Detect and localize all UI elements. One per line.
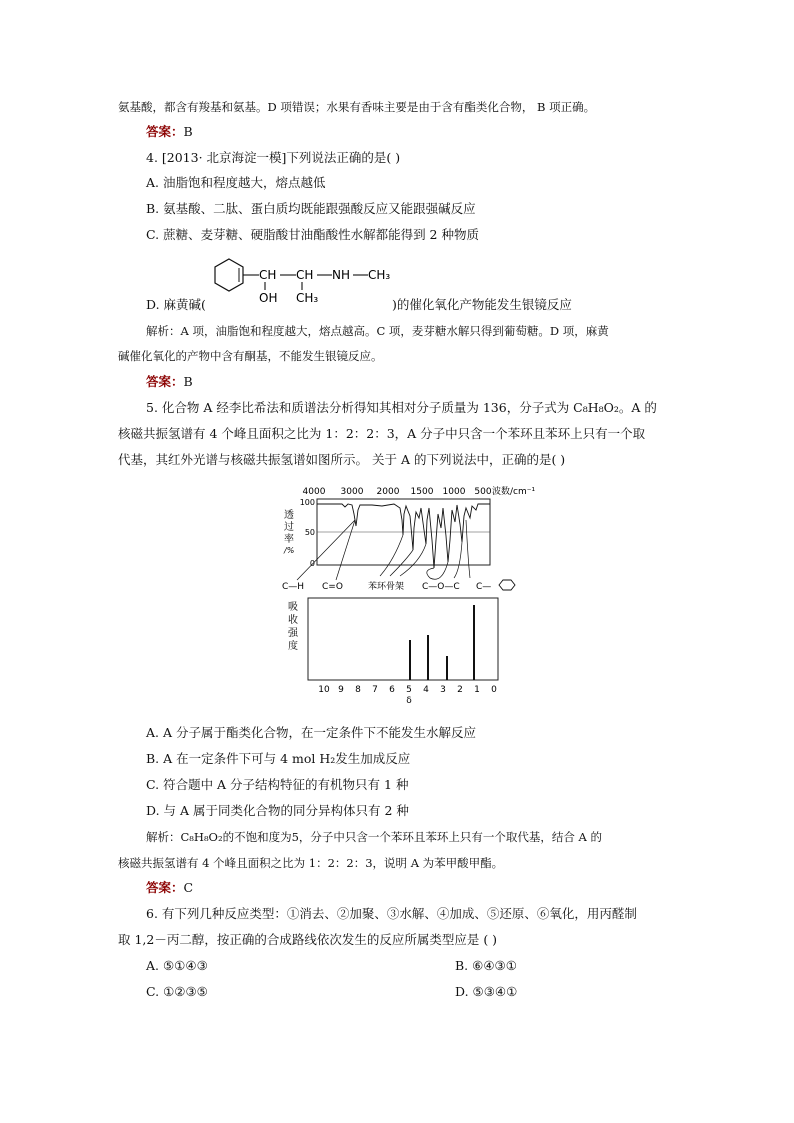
nmr-y-label: 度 — [288, 641, 298, 652]
answer-label: 答案： — [146, 880, 184, 895]
ir-y-label: 率 — [284, 534, 294, 545]
explanation-q4-line2: 碱催化氧化的产物中含有酮基，不能发生银镜反应。 — [118, 349, 383, 363]
ir-y-tick: 0 — [309, 559, 315, 568]
question-4-option-b: B. 氨基酸、二肽、蛋白质均既能跟强酸反应又能跟强碱反应 — [146, 201, 476, 216]
ir-bond-label-co: C=O — [322, 582, 343, 592]
nmr-x-tick: 9 — [338, 685, 344, 695]
nmr-x-tick: 10 — [318, 685, 330, 695]
explanation-q4-line1: 解析：A 项，油脂饱和程度越大，熔点越高。C 项，麦芽糖水解只得到葡萄糖。D 项，麻黄 — [146, 324, 609, 338]
explanation-q3-tail: 氨基酸，都含有羧基和氨基。D 项错误；水果有香味主要是由于含有酯类化合物， B 项正确。 — [118, 100, 596, 114]
question-5-option-a: A. A 分子属于酯类化合物，在一定条件下不能发生水解反应 — [146, 725, 476, 740]
nmr-x-tick: 0 — [491, 685, 497, 695]
nmr-x-label: δ — [406, 696, 412, 705]
answer-label: 答案： — [146, 374, 184, 389]
struct-ch3-sub: CH₃ — [296, 291, 319, 305]
question-5-option-d: D. 与 A 属于同类化合物的同分异构体只有 2 种 — [146, 803, 409, 818]
nmr-peak — [473, 605, 475, 680]
ir-y-tick: 50 — [304, 528, 315, 537]
ir-y-label: 过 — [284, 522, 294, 533]
question-5-option-b: B. A 在一定条件下可与 4 mol H₂发生加成反应 — [146, 751, 411, 766]
nmr-x-tick: 5 — [406, 685, 412, 695]
explanation-q5-line1: 解析：C₈H₈O₂的不饱和度为5，分子中只含一个苯环且苯环上只有一个取代基，结合 A 的 — [146, 830, 603, 844]
ir-top-tick: 500 — [474, 487, 492, 497]
struct-ch2: CH — [296, 268, 314, 282]
question-5-stem-line1: 5. 化合物 A 经李比希法和质谱法分析得知其相对分子质量为 136，分子式为 C₈H₈O₂。A 的 — [146, 400, 657, 415]
question-5-stem-line2: 核磁共振氢谱有 4 个峰且面积之比为 1：2：2：3，A 分子中只含一个苯环且苯环上只有一个取 — [118, 426, 646, 441]
question-6-option-b: B. ⑥④③① — [455, 958, 517, 973]
ir-y-label: 透 — [284, 510, 294, 521]
explanation-q5-line2: 核磁共振氢谱有 4 个峰且面积之比为 1：2：2：3，说明 A 为苯甲酸甲酯。 — [118, 856, 504, 870]
question-4-option-a: A. 油脂饱和程度越大，熔点越低 — [146, 175, 326, 190]
ir-bond-label-ch: C—H — [282, 582, 305, 592]
question-6-stem-line1: 6. 有下列几种反应类型：①消去、②加聚、③水解、④加成、⑤还原、⑥氧化，用丙醛制 — [146, 906, 637, 921]
nmr-y-label: 收 — [288, 615, 298, 626]
answer-label: 答案： — [146, 124, 184, 139]
question-4-stem: 4. [2013· 北京海淀一模]下列说法正确的是( ) — [146, 150, 401, 165]
nmr-peak — [427, 635, 429, 680]
ir-top-tick: 1500 — [410, 487, 434, 497]
struct-ch3: CH₃ — [368, 268, 391, 282]
nmr-x-tick: 8 — [355, 685, 361, 695]
ir-y-label: /% — [284, 546, 295, 555]
question-4-option-d-suffix: )的催化氧化产物能发生银镜反应 — [392, 297, 572, 312]
nmr-y-label: 强 — [288, 628, 298, 639]
nmr-spectrum — [288, 598, 498, 705]
ir-bond-label-c-ring: C— — [476, 582, 492, 592]
nmr-y-label: 吸 — [288, 602, 298, 613]
ir-bond-label-coc: C—O—C — [422, 582, 460, 592]
question-6-option-a: A. ⑤①④③ — [146, 958, 208, 973]
answer-value: C — [183, 880, 194, 895]
nmr-peak — [409, 640, 411, 680]
ir-bond-label-ring: 苯环骨架 — [368, 582, 405, 592]
nmr-x-tick: 4 — [423, 685, 429, 695]
nmr-plot-frame — [308, 598, 498, 680]
struct-nh: NH — [332, 268, 350, 282]
answer-q3 — [146, 124, 193, 140]
ir-top-tick: 4000 — [302, 487, 326, 497]
answer-q5 — [146, 880, 193, 896]
nmr-x-tick: 1 — [474, 685, 480, 695]
nmr-x-tick: 7 — [372, 685, 378, 695]
question-4-option-d-prefix: D. 麻黄碱( — [146, 297, 206, 312]
question-6-option-c: C. ①②③⑤ — [146, 984, 208, 999]
answer-value: B — [183, 124, 193, 139]
question-6-stem-line2: 取 1,2－丙二醇，按正确的合成路线依次发生的反应所属类型应是 ( ) — [118, 932, 498, 947]
ephedrine-structure — [212, 255, 402, 305]
ir-top-tick: 3000 — [340, 487, 364, 497]
ir-top-tick: 1000 — [442, 487, 466, 497]
spectra-figure — [282, 480, 544, 705]
ir-y-tick: 100 — [299, 498, 315, 507]
answer-q4 — [146, 374, 193, 390]
nmr-peak — [446, 656, 448, 680]
benzene-icon — [499, 580, 515, 590]
ir-top-tick: 2000 — [376, 487, 400, 497]
struct-ch1: CH — [259, 268, 277, 282]
nmr-x-tick: 6 — [389, 685, 395, 695]
nmr-x-tick: 3 — [440, 685, 446, 695]
ir-top-axis-label: 波数/cm⁻¹ — [492, 487, 536, 497]
question-5-option-c: C. 符合题中 A 分子结构特征的有机物只有 1 种 — [146, 777, 409, 792]
question-6-option-d: D. ⑤③④① — [455, 984, 518, 999]
struct-oh: OH — [259, 291, 278, 305]
answer-value: B — [183, 374, 193, 389]
ir-spectrum — [282, 485, 535, 592]
question-5-stem-line3: 代基，其红外光谱与核磁共振氢谱如图所示。 关于 A 的下列说法中，正确的是( ) — [118, 452, 566, 467]
nmr-x-tick: 2 — [457, 685, 463, 695]
question-4-option-c: C. 蔗糖、麦芽糖、硬脂酸甘油酯酸性水解都能得到 2 种物质 — [146, 227, 479, 242]
